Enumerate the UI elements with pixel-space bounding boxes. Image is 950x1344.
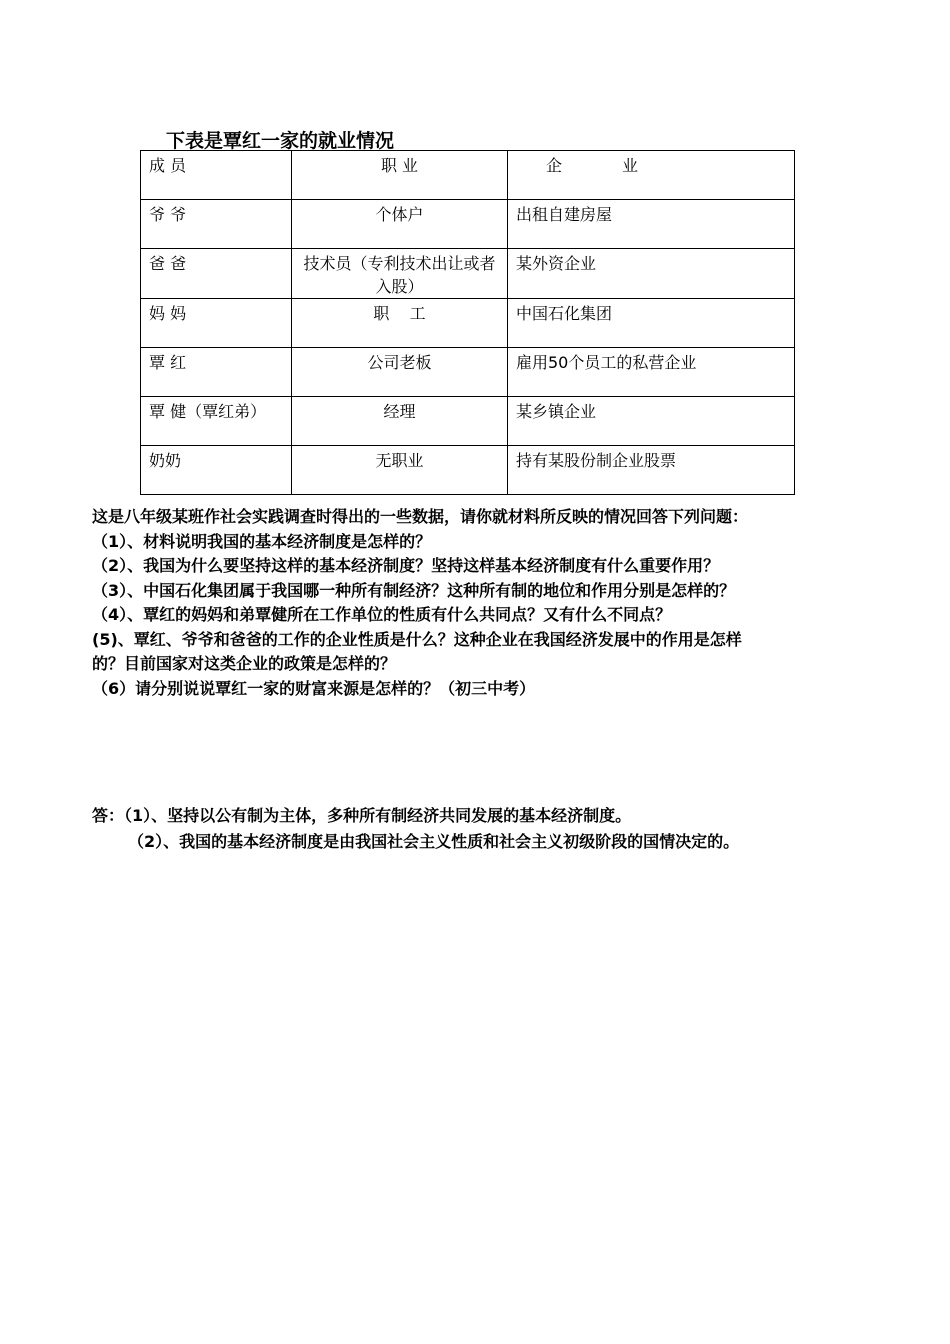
table-title: 下表是覃红一家的就业情况	[166, 130, 395, 152]
cell-member: 覃 红	[141, 348, 292, 397]
header-occupation: 职 业	[292, 151, 508, 200]
cell-member: 爷 爷	[141, 200, 292, 249]
cell-enterprise: 某乡镇企业	[508, 397, 795, 446]
question-4: （4）、覃红的妈妈和弟覃健所在工作单位的性质有什么共同点？又有什么不同点？	[92, 605, 672, 624]
cell-occupation: 公司老板	[292, 348, 508, 397]
cell-occupation: 经理	[292, 397, 508, 446]
table-header-row	[141, 151, 795, 200]
table-row	[141, 397, 795, 446]
question-2: （2）、我国为什么要坚持这样的基本经济制度？坚持这样基本经济制度有什么重要作用？	[92, 556, 720, 575]
cell-enterprise: 雇用50个员工的私营企业	[508, 348, 795, 397]
table-row	[141, 249, 795, 299]
answer-1: 答：（1）、坚持以公有制为主体，多种所有制经济共同发展的基本经济制度。	[92, 806, 632, 825]
cell-occupation: 无职业	[292, 446, 508, 495]
cell-enterprise: 中国石化集团	[508, 299, 795, 348]
answer-2: （2）、我国的基本经济制度是由我国社会主义性质和社会主义初级阶段的国情决定的。	[128, 832, 740, 851]
intro-text: 这是八年级某班作社会实践调查时得出的一些数据，请你就材料所反映的情况回答下列问题：	[92, 507, 749, 526]
table-row	[141, 200, 795, 249]
question-5: (5)、覃红、爷爷和爸爸的工作的企业性质是什么？这种企业在我国经济发展中的作用是怎样	[92, 629, 742, 649]
table-row	[141, 299, 795, 348]
cell-occupation: 个体户	[292, 200, 508, 249]
table-row	[141, 446, 795, 495]
answers-section	[92, 803, 912, 855]
header-enterprise-part-1: 企	[546, 156, 563, 175]
question-1: （1）、材料说明我国的基本经济制度是怎样的？	[92, 531, 432, 551]
cell-enterprise: 出租自建房屋	[508, 200, 795, 249]
question-6: （6）请分别说说覃红一家的财富来源是怎样的？（初三中考）	[92, 678, 536, 698]
question-3: （3）、中国石化集团属于我国哪一种所有制经济？这种所有制的地位和作用分别是怎样的？	[92, 580, 736, 600]
cell-enterprise: 某外资企业	[508, 249, 795, 299]
cell-member: 奶奶	[141, 446, 292, 495]
cell-member: 爸 爸	[141, 249, 292, 299]
question-5-continued: 的？目前国家对这类企业的政策是怎样的？	[92, 654, 397, 673]
questions-section	[92, 505, 882, 701]
cell-enterprise: 持有某股份制企业股票	[508, 446, 795, 495]
cell-occupation: 职 工	[292, 299, 508, 348]
cell-occupation: 技术员（专利技术出让或者入股）	[292, 249, 508, 299]
employment-table	[140, 150, 795, 495]
table-row	[141, 348, 795, 397]
cell-member: 覃 健（覃红弟）	[141, 397, 292, 446]
header-enterprise	[508, 151, 795, 200]
header-enterprise-part-2: 业	[622, 156, 639, 175]
header-member: 成 员	[141, 151, 292, 200]
cell-member: 妈 妈	[141, 299, 292, 348]
